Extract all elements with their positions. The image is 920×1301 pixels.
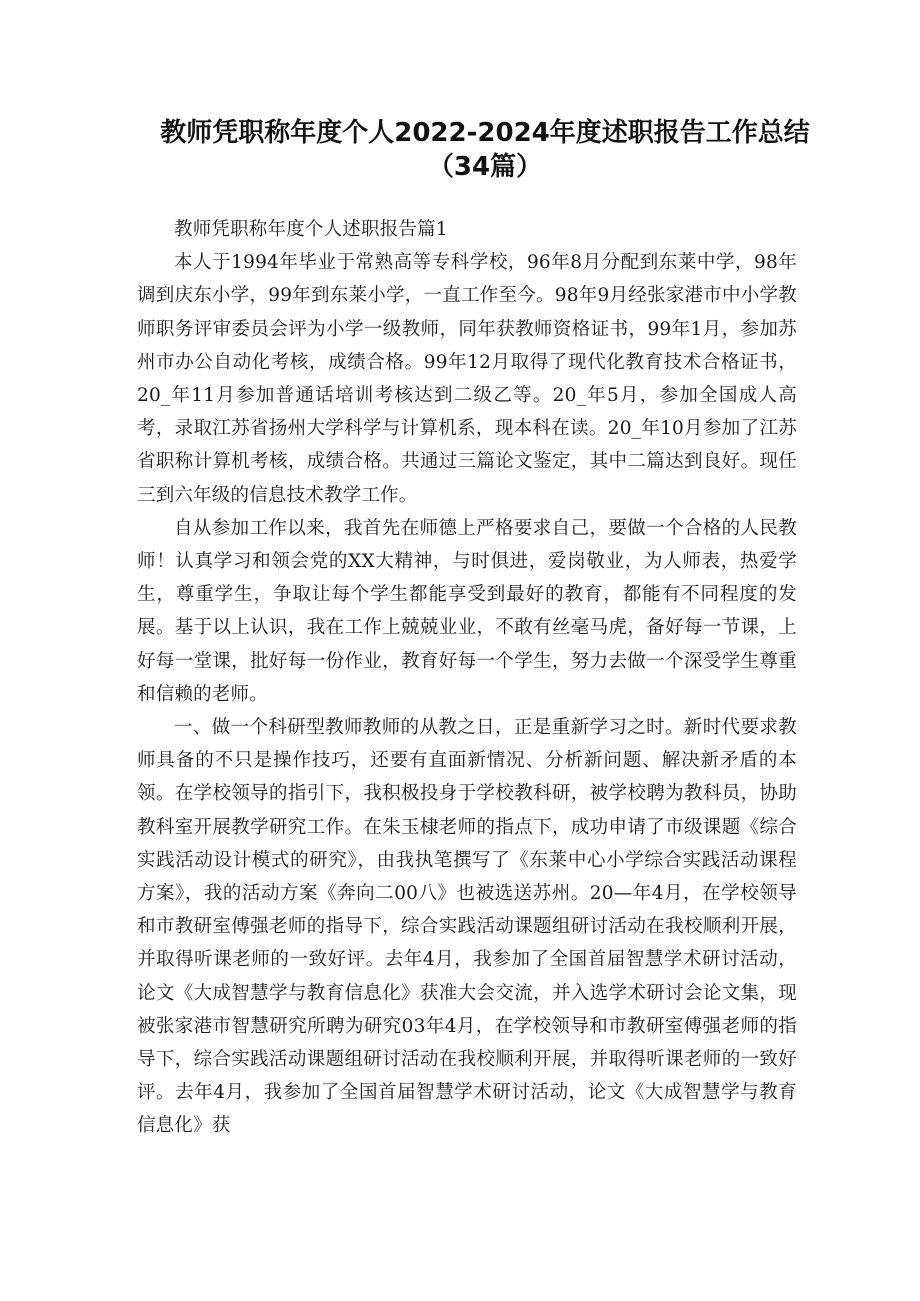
document-title: 教师凭职称年度个人2022-2024年度述职报告工作总结: [160, 118, 810, 148]
document-body: [137, 213, 797, 1143]
section-heading: 教师凭职称年度个人述职报告篇1: [174, 219, 448, 240]
paragraph-3: 一、做一个科研型教师教师的从教之日，正是重新学习之时。新时代要求教师具备的不只是操作技巧，还要有直面新情况、分析新问题、解决新矛盾的本领。在学校领导的指引下，我积极投身于学校教科研，被学校聘为教科员，协助教科室开展教学研究工作。在朱玉棣老师的指点下，成功申请了市级课题《综合实践活动设计模式的研究》，由我执笔撰写了《东莱中心小学综合实践活动课程方案》，我的活动方案《奔向二00八》也被选送苏州。20—年4月，在学校领导和市教研室傅强老师的指导下，综合实践活动课题组研讨活动在我校顺利开展，并取得听课老师的一致好评。去年4月，我参加了全国首届智慧学术研讨活动，论文《大成智慧学与教育信息化》获准大会交流，并入选学术研讨会论文集，现被张家港市智慧研究所聘为研究03年4月，在学校领导和市教研室傅强老师的指导下，综合实践活动课题组研讨活动在我校顺利开展，并取得听课老师的一致好评。去年4月，我参加了全国首届智慧学术研讨活动，论文《大成智慧学与教育信息化》获: [137, 717, 797, 1137]
paragraph-1: 本人于1994年毕业于常熟高等专科学校，96年8月分配到东莱中学，98年调到庆东小学，99年到东莱小学，一直工作至今。98年9月经张家港市中小学教师职务评审委员会评为小学一级教师，同年获教师资格证书，99年1月，参加苏州市办公自动化考核，成绩合格。99年12月取得了现代化教育技术合格证书，20_年11月参加普通话培训考核达到二级乙等。20_年5月，参加全国成人高考，录取江苏省扬州大学科学与计算机系，现本科在读。20_年10月参加了江苏省职称计算机考核，成绩合格。共通过三篇论文鉴定，其中二篇达到良好。现任三到六年级的信息技术教学工作。: [137, 252, 797, 506]
document-title-count: （34篇）: [427, 152, 543, 182]
paragraph-2: 自从参加工作以来，我首先在师德上严格要求自己，要做一个合格的人民教师！认真学习和领会党的XX大精神，与时俱进，爱岗敬业，为人师表，热爱学生，尊重学生，争取让每个学生都能享受到最好的教育，都能有不同程度的发展。基于以上认识，我在工作上兢兢业业，不敢有丝毫马虎，备好每一节课，上好每一堂课，批好每一份作业，教育好每一个学生，努力去做一个深受学生尊重和信赖的老师。: [137, 517, 797, 705]
